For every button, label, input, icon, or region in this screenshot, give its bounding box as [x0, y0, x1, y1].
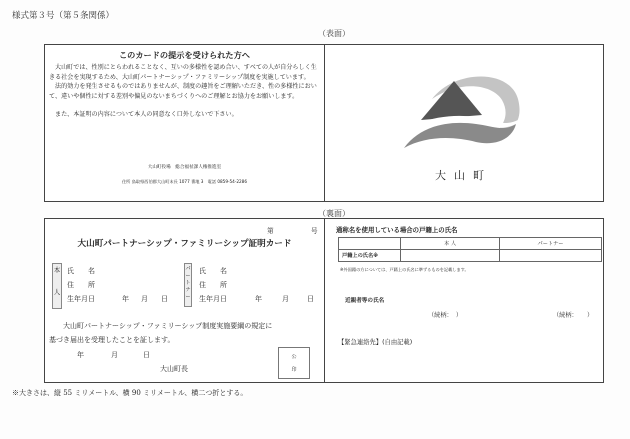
notice-title: このカードの提示を受けられた方へ	[118, 50, 250, 60]
table-row	[339, 250, 602, 262]
partner-registered-name-cell[interactable]	[500, 250, 602, 262]
certificate-number-label: 第	[267, 227, 274, 235]
alias-section-title: 通称名を使用している場合の戸籍上の氏名	[336, 226, 458, 234]
official-seal-box	[278, 347, 310, 379]
relationship-2: （続柄： ）	[553, 312, 594, 319]
notice-paragraph: 大山町では、性別にとらわれることなく、互いの多様性を認め合い、すべての人が自分らしく生きる社会を実現するため、大山町パートナーシップ・ファミリーシップ制度を実施しています。	[49, 64, 317, 81]
partner-birthdate-label: 生年月日	[199, 295, 227, 303]
certificate-title: 大山町パートナーシップ・ファミリーシップ証明カード	[77, 239, 292, 249]
table-header-row	[339, 238, 602, 250]
notice-paragraph: また、本証明の内容について本人の同意なく口外しないで下さい。	[55, 111, 238, 119]
self-label-box: 本 人	[52, 263, 62, 309]
partner-label-box: パ ー ト ナ ー	[184, 263, 192, 307]
certificate-text	[49, 319, 321, 347]
table-header-cell	[339, 238, 401, 250]
notice-body	[49, 63, 321, 120]
fold-divider	[324, 219, 325, 382]
table-header-cell: パートナー	[500, 238, 602, 250]
issue-month: 月	[111, 351, 118, 359]
size-note: ※大きさは、縦 55 ミリメートル、横 90 ミリメートル、横二つ折とする。	[12, 389, 248, 397]
row-label: 戸籍上の氏名※	[339, 250, 401, 262]
self-registered-name-cell[interactable]	[401, 250, 500, 262]
notice-paragraph: 法的効力を発生させるものではありませんが、制度の趣旨をご理解いただき、性の多様性において、違いや個性に対する差別や偏見のないまちづくりへのご理解とお協力をお願いします。	[49, 83, 317, 100]
issue-year: 年	[77, 351, 84, 359]
relationship-1: （続柄： ）	[428, 312, 463, 319]
certificate-text-line: 基づき届出を受理したことを証します。	[49, 336, 175, 344]
partner-birth-year: 年	[255, 295, 262, 303]
alias-note: ※外国籍の方については、戸籍上の氏名に準ずるものを記載します。	[340, 267, 469, 272]
self-birth-year: 年	[122, 295, 129, 303]
self-birth-month: 月	[141, 295, 148, 303]
self-name-label: 氏 名	[67, 267, 95, 275]
card-front	[44, 44, 604, 202]
partner-name-label: 氏 名	[199, 267, 227, 275]
partner-address-label: 住 所	[199, 281, 227, 289]
front-side-label: （表面）	[318, 29, 350, 38]
emergency-contact-label: 【緊急連絡先】(自由記載)	[338, 339, 413, 346]
issuer-name: 大山町長	[160, 365, 188, 373]
partner-birth-day: 日	[307, 295, 314, 303]
form-number-label: 様式第３号（第５条関係）	[12, 11, 115, 21]
alias-table	[338, 237, 602, 262]
issue-day: 日	[143, 351, 150, 359]
department-address: 住所 鳥取県西伯郡大山町末長 1077 番地 3 電話 0859-54-2286	[121, 179, 248, 184]
town-emblem-icon	[400, 64, 560, 154]
table-header-cell: 本 人	[401, 238, 500, 250]
partner-birth-month: 月	[282, 295, 289, 303]
back-side-label: （裏面）	[318, 209, 350, 218]
certificate-text-line: 大山町パートナーシップ・ファミリーシップ制度実施要綱の規定に	[63, 322, 273, 330]
seal-text-top: 公	[291, 354, 297, 360]
card-back	[44, 218, 604, 383]
seal-text-bottom: 印	[291, 367, 297, 373]
certificate-number-suffix: 号	[311, 227, 318, 235]
self-birthdate-label: 生年月日	[67, 295, 95, 303]
department-name: 大山町役場 総合福祉課人権推進室	[147, 165, 222, 170]
town-name: 大山町	[435, 169, 492, 182]
next-of-kin-title: 近親者等の氏名	[345, 298, 385, 304]
self-address-label: 住 所	[67, 281, 95, 289]
self-birth-day: 日	[161, 295, 168, 303]
